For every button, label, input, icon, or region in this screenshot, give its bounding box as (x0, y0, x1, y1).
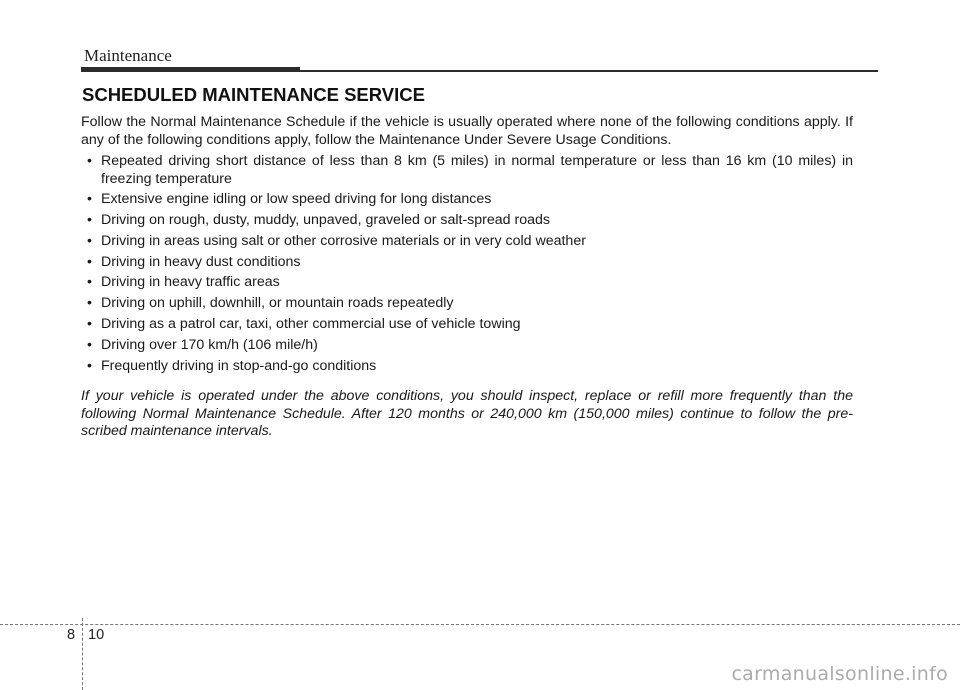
watermark: carmanualsonline.info (731, 663, 948, 685)
main-content (81, 84, 853, 455)
list-item: • Driving in heavy dust conditions (87, 253, 301, 270)
bullet-icon: • (87, 295, 92, 312)
bullet-icon: • (87, 316, 92, 333)
list-item: • Driving on rough, dusty, muddy, unpaved, graveled or salt-spread roads (87, 212, 550, 229)
bullet-icon: • (87, 336, 92, 353)
bullet-icon: • (87, 253, 92, 270)
header-rule-thick (81, 67, 300, 72)
list-item: • Frequently driving in stop-and-go conditions (87, 357, 377, 374)
list-item: • Driving in heavy traffic areas (87, 274, 280, 291)
conditions-list (81, 153, 853, 375)
intro-paragraph: Follow the Normal Maintenance Schedule if the vehicle is usually operated where none of the following conditions apply. If any of the following conditions apply, follow the Maintenance Under Severe Usage Conditions. (81, 114, 853, 148)
bullet-icon: • (87, 357, 92, 374)
page-header-title: Maintenance (84, 46, 172, 65)
bullet-icon: • (87, 153, 92, 169)
list-item: • Driving over 170 km/h (106 mile/h) (87, 336, 318, 353)
chapter-number: 8 (67, 627, 76, 643)
bullet-icon: • (87, 274, 92, 291)
list-item: • Repeated driving short distance of less than 8 km (5 miles) in normal temperature or less than 16 km (10 miles) in freezing temperature (87, 153, 853, 187)
header-rule-thin (300, 70, 878, 72)
list-item: • Extensive engine idling or low speed driving for long distances (87, 191, 492, 208)
bullet-icon: • (87, 191, 92, 208)
section-title: SCHEDULED MAINTENANCE SERVICE (82, 84, 425, 105)
footer-divider (82, 618, 83, 690)
list-item: • Driving on uphill, downhill, or mountain roads repeatedly (87, 295, 454, 312)
usage-note: If your vehicle is operated under the above conditions, you should inspect, replace or refill more frequently than the following Normal Maintenance Schedule. After 120 months or 240,000 km (150,000 miles) continue to follow the pre-scribed maintenance intervals. (81, 388, 853, 440)
bullet-icon: • (87, 212, 92, 229)
list-item: • Driving as a patrol car, taxi, other commercial use of vehicle towing (87, 316, 521, 333)
list-item: • Driving in areas using salt or other corrosive materials or in very cold weather (87, 232, 586, 249)
footer-rule (0, 624, 960, 625)
page-number: 10 (88, 627, 105, 643)
bullet-icon: • (87, 232, 92, 249)
